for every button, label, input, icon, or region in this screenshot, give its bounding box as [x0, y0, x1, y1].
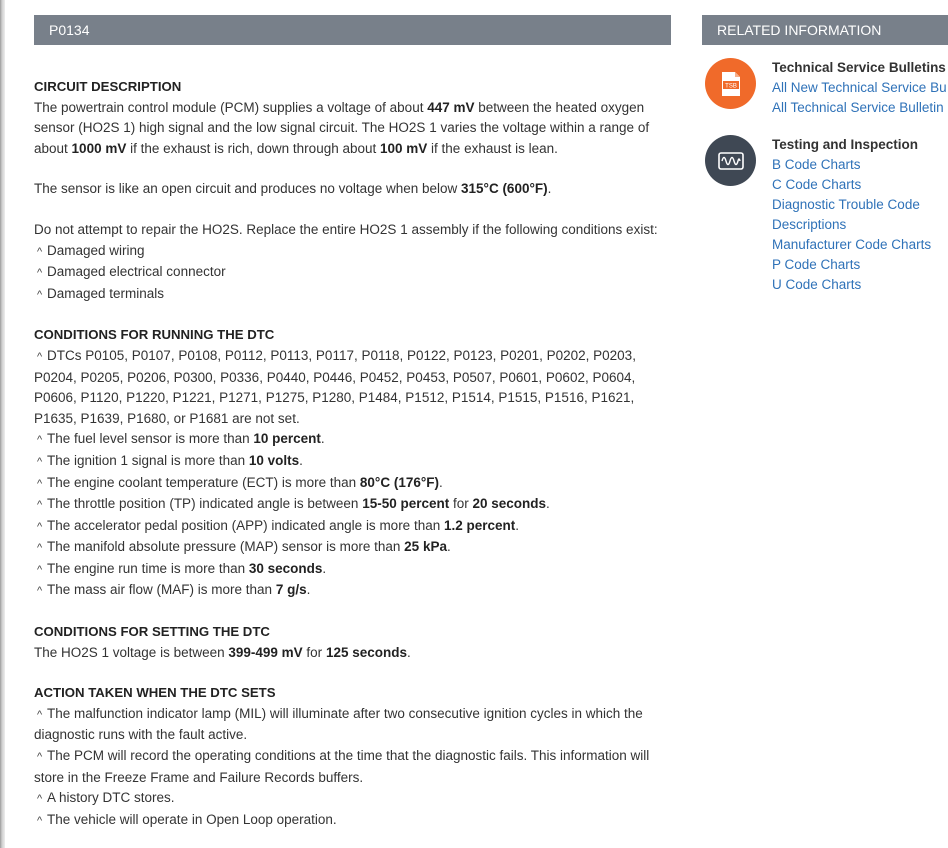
caret-icon: ^: [34, 520, 43, 533]
text: for: [449, 496, 473, 512]
link-u-code-charts[interactable]: U Code Charts: [772, 277, 862, 292]
text: if the exhaust is rich, down through about: [126, 140, 380, 156]
text: .: [515, 517, 520, 533]
text: .: [322, 560, 327, 576]
list-item: [34, 346, 671, 429]
value: 100 mV: [380, 140, 428, 156]
text: for: [302, 644, 326, 660]
text: .: [446, 539, 451, 555]
caret-icon: ^: [34, 288, 43, 301]
text: .: [406, 644, 411, 660]
text: .: [306, 582, 311, 598]
text: The sensor is like an open circuit and produces no voltage when below: [34, 181, 462, 197]
list-item: [34, 810, 671, 832]
caret-icon: ^: [34, 455, 43, 468]
repair-note: Do not attempt to repair the HO2S. Replace the entire HO2S 1 assembly if the following conditions exist:: [34, 221, 658, 237]
list-item-text: The vehicle will operate in Open Loop operation.: [47, 811, 337, 827]
testing-heading: Testing and Inspection: [772, 137, 919, 152]
text: .: [546, 496, 550, 512]
list-item: [34, 241, 671, 263]
text: The powertrain control module (PCM) supplies a voltage of about: [34, 99, 428, 115]
tsb-group: [702, 58, 948, 118]
text: The mass air flow (MAF) is more than: [47, 582, 276, 598]
list-item: [34, 262, 671, 284]
caret-icon: ^: [34, 585, 43, 598]
window-left-edge: [0, 0, 5, 848]
sensor-note: [34, 179, 671, 200]
text: The engine run time is more than: [47, 560, 249, 576]
testing-group: [702, 135, 948, 295]
value: 20 seconds: [472, 496, 547, 512]
tsb-document-icon-shape: [720, 71, 742, 97]
tsb-heading: Technical Service Bulletins: [772, 60, 946, 75]
text: The HO2S 1 voltage is between: [34, 644, 229, 660]
list-item-text: A history DTC stores.: [47, 790, 175, 806]
related-information-panel: [702, 15, 948, 295]
text: The manifold absolute pressure (MAP) sensor is more than: [47, 539, 405, 555]
list-item: [34, 429, 671, 451]
caret-icon: ^: [34, 350, 43, 363]
value: 80°C (176°F): [359, 474, 439, 490]
link-b-code-charts[interactable]: B Code Charts: [772, 157, 861, 172]
value: 125 seconds: [325, 644, 407, 660]
caret-icon: ^: [34, 708, 43, 721]
spacer: [34, 663, 671, 683]
dtc-description: [34, 77, 671, 831]
value: 399-499 mV: [228, 644, 303, 660]
text: .: [320, 431, 325, 447]
link-p-code-charts[interactable]: P Code Charts: [772, 257, 861, 272]
caret-icon: ^: [34, 793, 43, 806]
caret-icon: ^: [34, 267, 43, 280]
caret-icon: ^: [34, 814, 43, 827]
value: 25 kPa: [404, 539, 447, 555]
circuit-description-heading: CIRCUIT DESCRIPTION: [34, 79, 182, 94]
caret-icon: ^: [34, 477, 43, 490]
related-information-title: RELATED INFORMATION: [702, 15, 948, 45]
text: The accelerator pedal position (APP) indicated angle is more than: [47, 517, 444, 533]
text: if the exhaust is lean.: [427, 140, 558, 156]
link-c-code-charts[interactable]: C Code Charts: [772, 177, 862, 192]
text: The engine coolant temperature (ECT) is more than: [47, 474, 360, 490]
link-manufacturer-code-charts[interactable]: Manufacturer Code Charts: [772, 237, 932, 252]
list-item-text: The malfunction indicator lamp (MIL) will illuminate after two consecutive ignition cycles in which the diagnostic runs with the fault active.: [34, 705, 643, 743]
list-item: [34, 788, 671, 810]
action-taken-heading: ACTION TAKEN WHEN THE DTC SETS: [34, 685, 276, 701]
caret-icon: ^: [34, 563, 43, 576]
text: .: [299, 452, 303, 468]
list-item: [34, 746, 671, 788]
page-title: P0134: [34, 15, 671, 45]
text: .: [547, 181, 552, 197]
text: between the heated oxygen sensor (HO2S 1) high signal and the low signal circuit. The HO2S 1 varies the voltage within a range of about: [34, 99, 650, 156]
list-item: [34, 580, 671, 602]
value: 10 volts: [248, 452, 300, 468]
list-item: [34, 284, 671, 306]
list-item-text: Damaged electrical connector: [47, 264, 226, 280]
list-item: [34, 704, 671, 746]
spacer: [34, 159, 671, 179]
list-item: [34, 559, 671, 581]
list-item: [34, 516, 671, 538]
main-content: [34, 15, 671, 831]
value: 15-50 percent: [362, 496, 450, 512]
list-item-text: Damaged terminals: [47, 285, 165, 301]
caret-icon: ^: [34, 751, 43, 764]
text: The throttle position (TP) indicated angle is between: [47, 496, 363, 512]
link-dtc-descriptions[interactable]: Diagnostic Trouble Code Descriptions: [772, 197, 920, 232]
value: 30 seconds: [248, 560, 323, 576]
value: 7 g/s: [275, 582, 307, 598]
text: The fuel level sensor is more than: [47, 431, 254, 447]
link-all-tsb[interactable]: All Technical Service Bulletin: [772, 100, 944, 115]
spacer: [34, 305, 671, 325]
list-item: [34, 537, 671, 559]
value: 10 percent: [253, 431, 321, 447]
caret-icon: ^: [34, 499, 43, 512]
caret-icon: ^: [34, 542, 43, 555]
waveform-icon: [705, 135, 756, 186]
circuit-description-paragraph: [34, 98, 671, 160]
list-item: [34, 494, 671, 516]
caret-icon: ^: [34, 245, 43, 258]
conditions-setting-heading: CONDITIONS FOR SETTING THE DTC: [34, 624, 270, 640]
spacer: [34, 602, 671, 622]
list-item: [34, 451, 671, 473]
tsb-icon-text: TSB: [724, 83, 737, 89]
list-item-text: DTCs P0105, P0107, P0108, P0112, P0113, P0117, P0118, P0122, P0123, P0201, P0202, P0203, P0204, P0205, P0206, P0300, P0336, P0440, P0446, P0452, P0453, P0507, P0601, P0602, P0604, P0606, P1120, P1220, P1221, P1271, P1275, P1280, P1484, P1512, P1514, P1515, P1516, P1621, P1635, P1639, P1680, or P1681 are not set.: [34, 347, 636, 426]
list-item-text: The PCM will record the operating conditions at the time that the diagnostic fails. This information will store in the Freeze Frame and Failure Records buffers.: [34, 748, 650, 785]
text: The ignition 1 signal is more than: [47, 452, 249, 468]
conditions-setting-text: [34, 643, 671, 664]
caret-icon: ^: [34, 434, 43, 447]
list-item: [34, 473, 671, 495]
value: 447 mV: [427, 99, 475, 115]
value: 1.2 percent: [443, 517, 516, 533]
conditions-running-heading: CONDITIONS FOR RUNNING THE DTC: [34, 327, 275, 343]
list-item-text: Damaged wiring: [47, 242, 145, 258]
value: 1000 mV: [71, 140, 127, 156]
tsb-document-icon: [705, 58, 756, 109]
waveform-icon-shape: [718, 151, 744, 171]
text: .: [438, 474, 443, 490]
link-all-new-tsb[interactable]: All New Technical Service Bu: [772, 80, 947, 95]
value: 315°C (600°F): [461, 181, 548, 197]
spacer: [34, 200, 671, 220]
